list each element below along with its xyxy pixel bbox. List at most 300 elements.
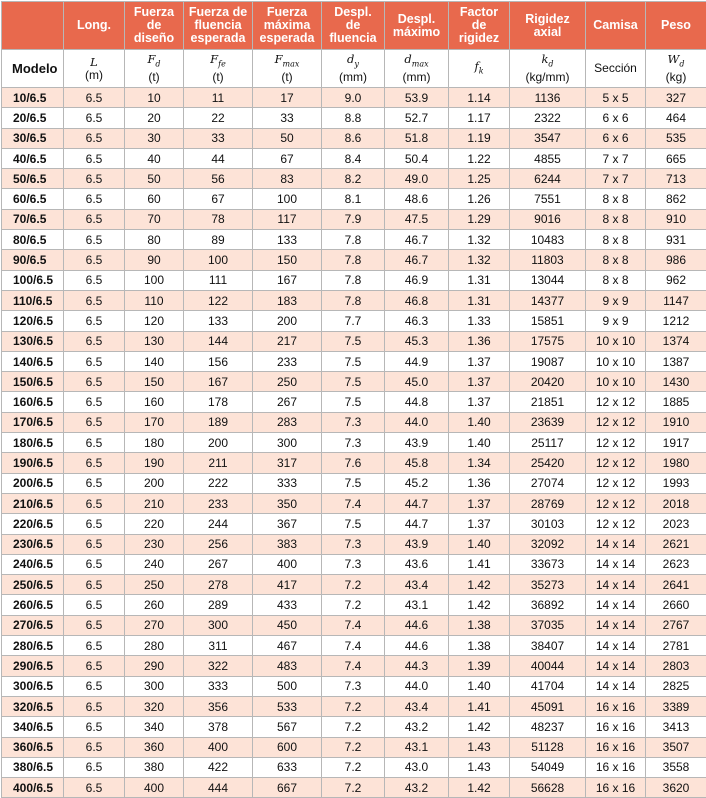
cell-model: 280/6.5	[2, 636, 64, 656]
cell-length: 6.5	[64, 331, 125, 351]
unit-expected-max-force	[253, 50, 322, 88]
cell-expected-yield-force: 300	[184, 615, 253, 635]
cell-yield-disp: 7.7	[322, 311, 385, 331]
cell-expected-yield-force: 122	[184, 290, 253, 310]
cell-axial-stiffness: 23639	[510, 412, 586, 432]
symbol-yield-disp: $d_y$	[347, 52, 359, 66]
cell-model: 360/6.5	[2, 737, 64, 757]
cell-design-force: 190	[125, 453, 184, 473]
cell-sleeve: 14 x 14	[586, 575, 646, 595]
cell-weight: 3507	[646, 737, 706, 757]
cell-weight: 2623	[646, 554, 706, 574]
cell-yield-disp: 7.8	[322, 290, 385, 310]
header-max-disp-line1: Despl.	[398, 12, 436, 26]
cell-stiffness-factor: 1.29	[449, 209, 510, 229]
cell-sleeve: 12 x 12	[586, 493, 646, 513]
cell-design-force: 250	[125, 575, 184, 595]
cell-stiffness-factor: 1.37	[449, 351, 510, 371]
cell-length: 6.5	[64, 209, 125, 229]
cell-design-force: 240	[125, 554, 184, 574]
unit-weight	[646, 50, 706, 88]
cell-expected-yield-force: 356	[184, 696, 253, 716]
cell-length: 6.5	[64, 372, 125, 392]
cell-expected-max-force: 667	[253, 778, 322, 798]
cell-length: 6.5	[64, 534, 125, 554]
cell-weight: 2023	[646, 514, 706, 534]
cell-axial-stiffness: 56628	[510, 778, 586, 798]
table-row	[2, 270, 706, 290]
unit-axial-stiffness	[510, 50, 586, 88]
cell-expected-max-force: 483	[253, 656, 322, 676]
cell-max-disp: 44.3	[385, 656, 449, 676]
cell-sleeve: 10 x 10	[586, 372, 646, 392]
cell-design-force: 270	[125, 615, 184, 635]
symbol-expected-yield-force: $F_{fe}$	[210, 52, 226, 66]
unit-design-force	[125, 50, 184, 88]
table-row	[2, 493, 706, 513]
cell-stiffness-factor: 1.40	[449, 433, 510, 453]
cell-expected-max-force: 633	[253, 757, 322, 777]
cell-axial-stiffness: 4855	[510, 148, 586, 168]
cell-design-force: 230	[125, 534, 184, 554]
cell-expected-max-force: 467	[253, 636, 322, 656]
header-expected-max-force-line2: máxima	[264, 18, 311, 32]
cell-expected-yield-force: 133	[184, 311, 253, 331]
cell-design-force: 50	[125, 169, 184, 189]
cell-design-force: 300	[125, 676, 184, 696]
cell-max-disp: 53.9	[385, 88, 449, 108]
cell-yield-disp: 7.2	[322, 757, 385, 777]
cell-sleeve: 8 x 8	[586, 189, 646, 209]
cell-expected-max-force: 267	[253, 392, 322, 412]
cell-max-disp: 43.1	[385, 595, 449, 615]
table-row	[2, 433, 706, 453]
cell-max-disp: 43.2	[385, 778, 449, 798]
cell-sleeve: 12 x 12	[586, 473, 646, 493]
cell-expected-max-force: 50	[253, 128, 322, 148]
cell-max-disp: 46.8	[385, 290, 449, 310]
cell-weight: 931	[646, 230, 706, 250]
cell-max-disp: 43.9	[385, 534, 449, 554]
header-stiffness-factor	[449, 2, 510, 50]
cell-weight: 1980	[646, 453, 706, 473]
cell-sleeve: 9 x 9	[586, 290, 646, 310]
cell-stiffness-factor: 1.37	[449, 493, 510, 513]
unit-stiffness-factor	[449, 50, 510, 88]
cell-yield-disp: 7.8	[322, 250, 385, 270]
unit-sleeve: Sección	[586, 50, 646, 88]
table-row	[2, 230, 706, 250]
cell-max-disp: 45.8	[385, 453, 449, 473]
table-row	[2, 575, 706, 595]
cell-sleeve: 5 x 5	[586, 88, 646, 108]
cell-expected-yield-force: 267	[184, 554, 253, 574]
table-row	[2, 514, 706, 534]
cell-max-disp: 43.0	[385, 757, 449, 777]
cell-sleeve: 12 x 12	[586, 412, 646, 432]
cell-model: 340/6.5	[2, 717, 64, 737]
cell-weight: 3558	[646, 757, 706, 777]
cell-weight: 2803	[646, 656, 706, 676]
cell-sleeve: 10 x 10	[586, 351, 646, 371]
cell-axial-stiffness: 54049	[510, 757, 586, 777]
cell-expected-max-force: 567	[253, 717, 322, 737]
cell-expected-max-force: 300	[253, 433, 322, 453]
cell-stiffness-factor: 1.32	[449, 250, 510, 270]
cell-axial-stiffness: 48237	[510, 717, 586, 737]
cell-yield-disp: 8.8	[322, 108, 385, 128]
cell-design-force: 80	[125, 230, 184, 250]
cell-model: 30/6.5	[2, 128, 64, 148]
cell-max-disp: 43.6	[385, 554, 449, 574]
cell-expected-max-force: 33	[253, 108, 322, 128]
cell-design-force: 40	[125, 148, 184, 168]
cell-design-force: 20	[125, 108, 184, 128]
cell-axial-stiffness: 9016	[510, 209, 586, 229]
cell-design-force: 30	[125, 128, 184, 148]
cell-max-disp: 43.4	[385, 696, 449, 716]
cell-expected-yield-force: 33	[184, 128, 253, 148]
cell-yield-disp: 7.8	[322, 230, 385, 250]
cell-axial-stiffness: 32092	[510, 534, 586, 554]
cell-max-disp: 44.8	[385, 392, 449, 412]
cell-weight: 3389	[646, 696, 706, 716]
cell-sleeve: 16 x 16	[586, 737, 646, 757]
unit-expected-yield-force	[184, 50, 253, 88]
cell-stiffness-factor: 1.38	[449, 615, 510, 635]
cell-model: 320/6.5	[2, 696, 64, 716]
cell-model: 220/6.5	[2, 514, 64, 534]
cell-yield-disp: 8.6	[322, 128, 385, 148]
cell-axial-stiffness: 19087	[510, 351, 586, 371]
header-yield-disp-line3: fluencia	[329, 31, 376, 45]
cell-model: 230/6.5	[2, 534, 64, 554]
cell-stiffness-factor: 1.37	[449, 392, 510, 412]
cell-yield-disp: 7.8	[322, 270, 385, 290]
units-row	[2, 50, 706, 88]
cell-weight: 1993	[646, 473, 706, 493]
cell-axial-stiffness: 30103	[510, 514, 586, 534]
cell-sleeve: 6 x 6	[586, 128, 646, 148]
cell-design-force: 320	[125, 696, 184, 716]
cell-length: 6.5	[64, 737, 125, 757]
table-row	[2, 595, 706, 615]
cell-weight: 1212	[646, 311, 706, 331]
header-stiffness-factor-line1: Factor	[460, 5, 498, 19]
cell-expected-yield-force: 167	[184, 372, 253, 392]
cell-model: 210/6.5	[2, 493, 64, 513]
model-column-label: Modelo	[2, 50, 64, 88]
cell-max-disp: 45.2	[385, 473, 449, 493]
cell-max-disp: 43.9	[385, 433, 449, 453]
symbol-axial-stiffness: $k_d$	[541, 52, 553, 66]
cell-length: 6.5	[64, 595, 125, 615]
cell-sleeve: 8 x 8	[586, 270, 646, 290]
cell-expected-yield-force: 44	[184, 148, 253, 168]
cell-sleeve: 14 x 14	[586, 534, 646, 554]
cell-stiffness-factor: 1.34	[449, 453, 510, 473]
cell-weight: 535	[646, 128, 706, 148]
cell-length: 6.5	[64, 169, 125, 189]
unit-axial-stiffness-text: (kg/mm)	[526, 70, 570, 84]
cell-yield-disp: 7.5	[322, 351, 385, 371]
cell-yield-disp: 7.9	[322, 209, 385, 229]
cell-expected-yield-force: 422	[184, 757, 253, 777]
cell-expected-max-force: 383	[253, 534, 322, 554]
table-row	[2, 696, 706, 716]
cell-axial-stiffness: 21851	[510, 392, 586, 412]
cell-design-force: 210	[125, 493, 184, 513]
cell-length: 6.5	[64, 433, 125, 453]
cell-length: 6.5	[64, 453, 125, 473]
cell-sleeve: 10 x 10	[586, 331, 646, 351]
cell-yield-disp: 7.4	[322, 493, 385, 513]
cell-stiffness-factor: 1.37	[449, 372, 510, 392]
header-expected-max-force-line3: esperada	[260, 31, 315, 45]
cell-model: 250/6.5	[2, 575, 64, 595]
cell-weight: 2641	[646, 575, 706, 595]
cell-expected-max-force: 333	[253, 473, 322, 493]
cell-weight: 2781	[646, 636, 706, 656]
cell-max-disp: 43.2	[385, 717, 449, 737]
cell-yield-disp: 7.4	[322, 636, 385, 656]
cell-expected-yield-force: 444	[184, 778, 253, 798]
cell-model: 300/6.5	[2, 676, 64, 696]
cell-model: 170/6.5	[2, 412, 64, 432]
cell-length: 6.5	[64, 514, 125, 534]
table-row	[2, 189, 706, 209]
cell-sleeve: 14 x 14	[586, 636, 646, 656]
cell-max-disp: 52.7	[385, 108, 449, 128]
cell-length: 6.5	[64, 757, 125, 777]
header-design-force	[125, 2, 184, 50]
cell-design-force: 170	[125, 412, 184, 432]
cell-model: 400/6.5	[2, 778, 64, 798]
cell-weight: 1910	[646, 412, 706, 432]
symbol-stiffness-factor: $f_k$	[474, 59, 483, 73]
cell-expected-yield-force: 156	[184, 351, 253, 371]
cell-design-force: 340	[125, 717, 184, 737]
cell-sleeve: 12 x 12	[586, 514, 646, 534]
table-row	[2, 636, 706, 656]
cell-length: 6.5	[64, 351, 125, 371]
cell-max-disp: 46.9	[385, 270, 449, 290]
cell-max-disp: 47.5	[385, 209, 449, 229]
cell-stiffness-factor: 1.43	[449, 737, 510, 757]
cell-max-disp: 46.3	[385, 311, 449, 331]
unit-weight-text: (kg)	[666, 70, 687, 84]
cell-stiffness-factor: 1.39	[449, 656, 510, 676]
cell-design-force: 280	[125, 636, 184, 656]
cell-max-disp: 43.1	[385, 737, 449, 757]
table-row	[2, 392, 706, 412]
header-max-disp-line2: máximo	[393, 25, 440, 39]
unit-length-text: (m)	[85, 68, 103, 82]
cell-weight: 962	[646, 270, 706, 290]
cell-expected-max-force: 533	[253, 696, 322, 716]
header-axial-stiffness-line1: Rigidez	[525, 12, 569, 26]
cell-design-force: 60	[125, 189, 184, 209]
cell-expected-yield-force: 222	[184, 473, 253, 493]
unit-yield-disp	[322, 50, 385, 88]
header-max-disp	[385, 2, 449, 50]
cell-length: 6.5	[64, 717, 125, 737]
cell-expected-yield-force: 322	[184, 656, 253, 676]
cell-design-force: 90	[125, 250, 184, 270]
cell-stiffness-factor: 1.41	[449, 554, 510, 574]
cell-length: 6.5	[64, 148, 125, 168]
header-model-blank	[2, 2, 64, 50]
cell-weight: 2767	[646, 615, 706, 635]
cell-expected-max-force: 233	[253, 351, 322, 371]
header-stiffness-factor-line3: rigidez	[459, 31, 499, 45]
cell-expected-max-force: 600	[253, 737, 322, 757]
cell-model: 150/6.5	[2, 372, 64, 392]
cell-expected-max-force: 200	[253, 311, 322, 331]
cell-axial-stiffness: 20420	[510, 372, 586, 392]
cell-stiffness-factor: 1.40	[449, 676, 510, 696]
cell-max-disp: 44.0	[385, 676, 449, 696]
cell-max-disp: 44.6	[385, 615, 449, 635]
cell-expected-max-force: 317	[253, 453, 322, 473]
cell-design-force: 220	[125, 514, 184, 534]
cell-max-disp: 46.7	[385, 250, 449, 270]
cell-yield-disp: 9.0	[322, 88, 385, 108]
cell-yield-disp: 7.5	[322, 514, 385, 534]
cell-design-force: 400	[125, 778, 184, 798]
cell-sleeve: 14 x 14	[586, 676, 646, 696]
cell-stiffness-factor: 1.25	[449, 169, 510, 189]
cell-stiffness-factor: 1.42	[449, 595, 510, 615]
cell-design-force: 290	[125, 656, 184, 676]
cell-sleeve: 7 x 7	[586, 169, 646, 189]
cell-expected-yield-force: 233	[184, 493, 253, 513]
cell-design-force: 70	[125, 209, 184, 229]
cell-expected-yield-force: 256	[184, 534, 253, 554]
cell-expected-yield-force: 400	[184, 737, 253, 757]
cell-axial-stiffness: 13044	[510, 270, 586, 290]
cell-design-force: 380	[125, 757, 184, 777]
cell-yield-disp: 7.3	[322, 534, 385, 554]
cell-model: 80/6.5	[2, 230, 64, 250]
cell-max-disp: 44.7	[385, 514, 449, 534]
unit-max-disp	[385, 50, 449, 88]
cell-design-force: 180	[125, 433, 184, 453]
symbol-weight: $W_d$	[668, 52, 685, 66]
cell-weight: 464	[646, 108, 706, 128]
cell-stiffness-factor: 1.40	[449, 534, 510, 554]
cell-model: 110/6.5	[2, 290, 64, 310]
cell-expected-max-force: 400	[253, 554, 322, 574]
cell-yield-disp: 7.2	[322, 778, 385, 798]
header-yield-disp-line2: de	[346, 18, 361, 32]
cell-design-force: 130	[125, 331, 184, 351]
header-expected-max-force	[253, 2, 322, 50]
cell-expected-max-force: 283	[253, 412, 322, 432]
cell-expected-yield-force: 22	[184, 108, 253, 128]
cell-stiffness-factor: 1.19	[449, 128, 510, 148]
cell-stiffness-factor: 1.40	[449, 412, 510, 432]
header-yield-disp	[322, 2, 385, 50]
cell-axial-stiffness: 1136	[510, 88, 586, 108]
cell-expected-yield-force: 311	[184, 636, 253, 656]
cell-model: 200/6.5	[2, 473, 64, 493]
symbol-length: L	[90, 55, 98, 69]
cell-expected-yield-force: 200	[184, 433, 253, 453]
cell-stiffness-factor: 1.17	[449, 108, 510, 128]
cell-weight: 910	[646, 209, 706, 229]
cell-sleeve: 9 x 9	[586, 311, 646, 331]
cell-design-force: 160	[125, 392, 184, 412]
cell-axial-stiffness: 40044	[510, 656, 586, 676]
table-row	[2, 534, 706, 554]
cell-max-disp: 44.9	[385, 351, 449, 371]
cell-expected-max-force: 17	[253, 88, 322, 108]
cell-stiffness-factor: 1.36	[449, 473, 510, 493]
cell-expected-max-force: 500	[253, 676, 322, 696]
cell-length: 6.5	[64, 311, 125, 331]
cell-expected-max-force: 117	[253, 209, 322, 229]
header-sleeve	[586, 2, 646, 50]
cell-length: 6.5	[64, 250, 125, 270]
cell-sleeve: 14 x 14	[586, 656, 646, 676]
table-row	[2, 656, 706, 676]
symbol-expected-max-force: $F_{max}$	[275, 52, 300, 66]
cell-expected-max-force: 433	[253, 595, 322, 615]
cell-weight: 3413	[646, 717, 706, 737]
table-row	[2, 88, 706, 108]
table-row	[2, 108, 706, 128]
cell-expected-max-force: 100	[253, 189, 322, 209]
cell-weight: 327	[646, 88, 706, 108]
cell-length: 6.5	[64, 108, 125, 128]
cell-expected-max-force: 183	[253, 290, 322, 310]
unit-length	[64, 50, 125, 88]
cell-model: 70/6.5	[2, 209, 64, 229]
cell-max-disp: 44.6	[385, 636, 449, 656]
table-row	[2, 473, 706, 493]
table-row	[2, 128, 706, 148]
cell-design-force: 10	[125, 88, 184, 108]
cell-stiffness-factor: 1.41	[449, 696, 510, 716]
cell-expected-yield-force: 333	[184, 676, 253, 696]
cell-expected-yield-force: 11	[184, 88, 253, 108]
cell-model: 240/6.5	[2, 554, 64, 574]
table-row	[2, 148, 706, 168]
cell-axial-stiffness: 25420	[510, 453, 586, 473]
cell-expected-max-force: 417	[253, 575, 322, 595]
cell-yield-disp: 7.5	[322, 392, 385, 412]
cell-weight: 2825	[646, 676, 706, 696]
cell-yield-disp: 7.4	[322, 615, 385, 635]
cell-weight: 862	[646, 189, 706, 209]
cell-max-disp: 45.0	[385, 372, 449, 392]
cell-model: 120/6.5	[2, 311, 64, 331]
unit-yield-disp-text: (mm)	[339, 70, 367, 84]
header-sleeve-line1: Camisa	[593, 18, 637, 32]
cell-axial-stiffness: 3547	[510, 128, 586, 148]
cell-sleeve: 12 x 12	[586, 453, 646, 473]
cell-expected-yield-force: 100	[184, 250, 253, 270]
cell-weight: 1430	[646, 372, 706, 392]
cell-model: 40/6.5	[2, 148, 64, 168]
cell-yield-disp: 7.6	[322, 453, 385, 473]
cell-expected-yield-force: 56	[184, 169, 253, 189]
cell-design-force: 150	[125, 372, 184, 392]
cell-expected-yield-force: 378	[184, 717, 253, 737]
header-length-line1: Long.	[77, 18, 111, 32]
cell-expected-yield-force: 189	[184, 412, 253, 432]
